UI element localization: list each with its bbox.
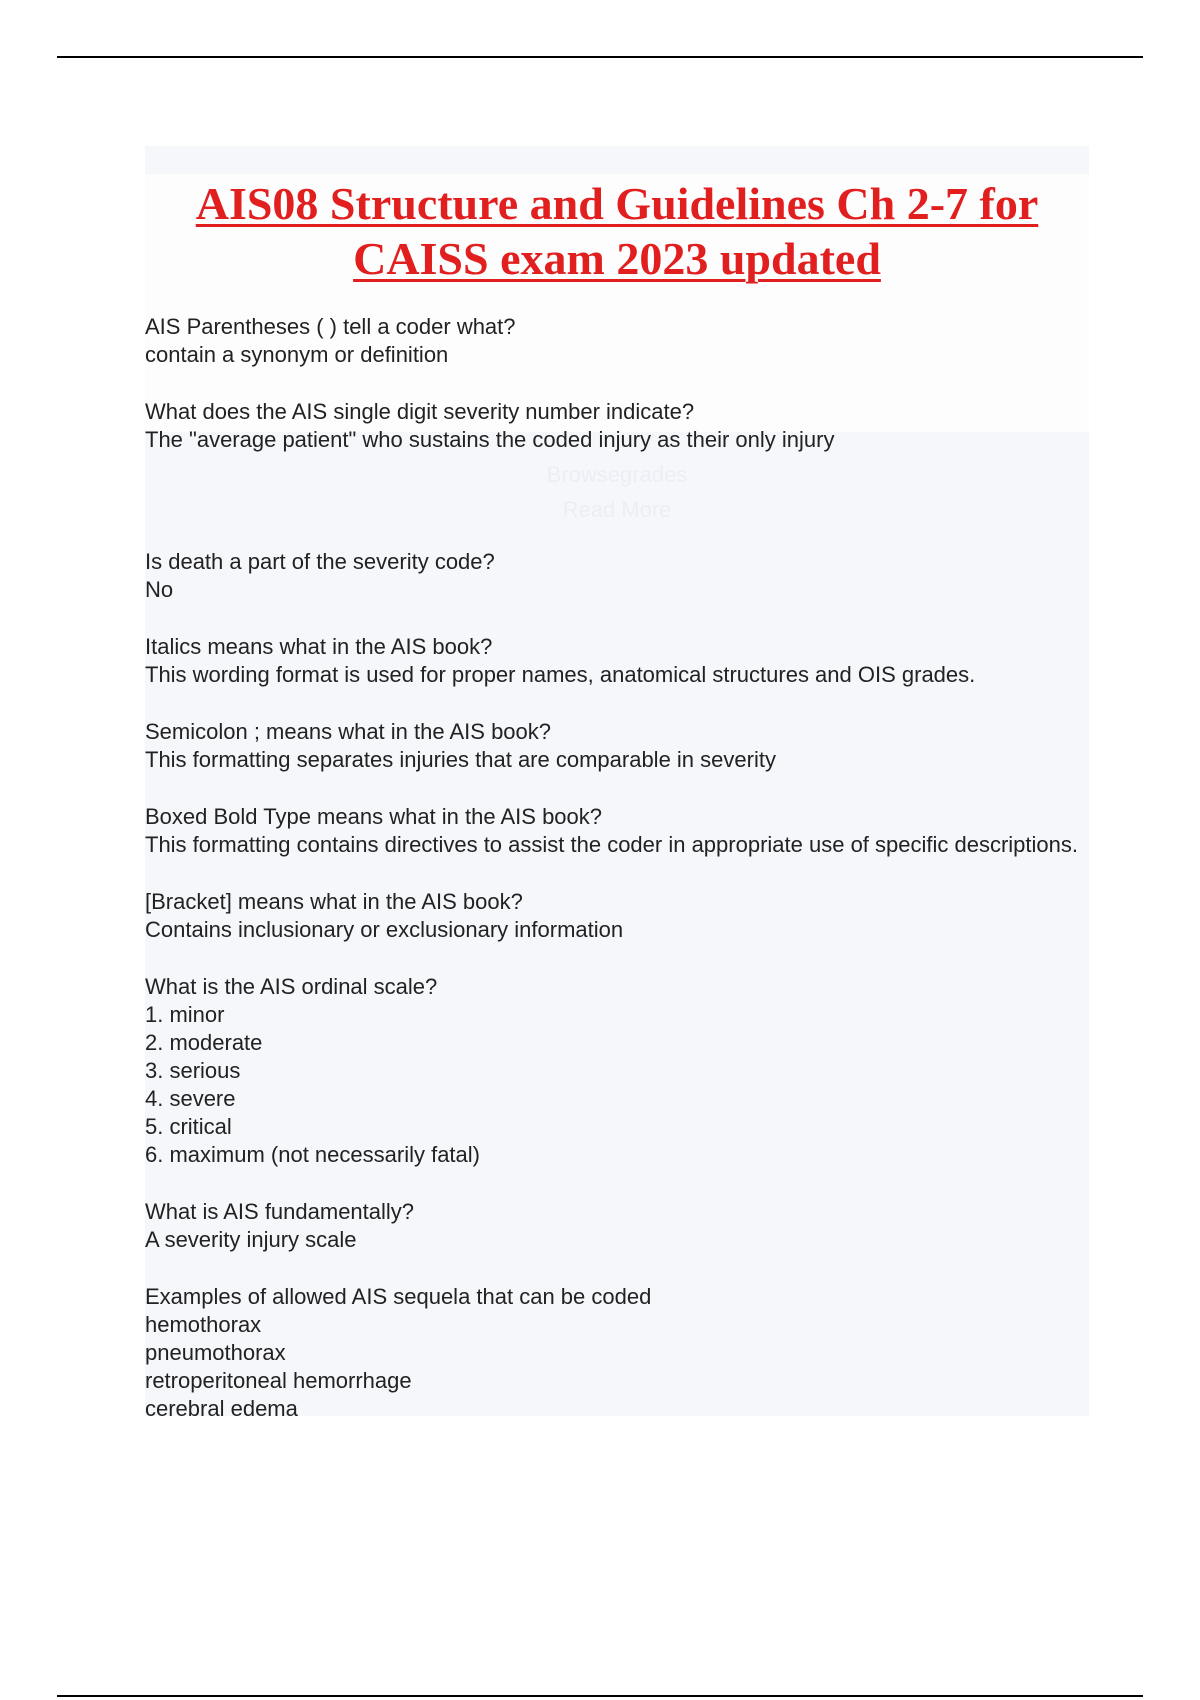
question: AIS Parentheses ( ) tell a coder what?	[145, 314, 516, 339]
scale-item: 6. maximum (not necessarily fatal)	[145, 1142, 480, 1167]
question: Boxed Bold Type means what in the AIS book?	[145, 804, 603, 829]
sequela-item: pneumothorax	[145, 1340, 286, 1365]
qa-item	[145, 398, 1089, 454]
answer: A severity injury scale	[145, 1227, 357, 1252]
question: Examples of allowed AIS sequela that can be coded	[145, 1284, 652, 1309]
document-page	[145, 146, 1089, 1421]
question: What is AIS fundamentally?	[145, 1199, 415, 1224]
qa-item	[145, 973, 1089, 1169]
answer: This formatting separates injuries that are comparable in severity	[145, 747, 776, 772]
scale-item: 1. minor	[145, 1002, 225, 1027]
qa-list	[145, 313, 1089, 1423]
qa-item	[145, 718, 1089, 774]
answer: Contains inclusionary or exclusionary information	[145, 917, 624, 942]
answer: The "average patient" who sustains the coded injury as their only injury	[145, 427, 835, 452]
question: What does the AIS single digit severity number indicate?	[145, 399, 695, 424]
scale-item: 3. serious	[145, 1058, 241, 1083]
document-title: AIS08 Structure and Guidelines Ch 2-7 for CAISS exam 2023 updated	[195, 178, 1039, 284]
question: What is the AIS ordinal scale?	[145, 974, 438, 999]
question: [Bracket] means what in the AIS book?	[145, 889, 523, 914]
top-rule	[57, 56, 1143, 58]
answer: This wording format is used for proper names, anatomical structures and OIS grades.	[145, 662, 976, 687]
qa-item	[145, 1283, 1089, 1423]
question: Semicolon ; means what in the AIS book?	[145, 719, 552, 744]
watermark-line-2: Read More	[562, 497, 672, 522]
scale-item: 2. moderate	[145, 1030, 263, 1055]
sequela-item: cerebral edema	[145, 1396, 298, 1421]
qa-item	[145, 313, 1089, 369]
sequela-item: retroperitoneal hemorrhage	[145, 1368, 412, 1393]
qa-item	[145, 1198, 1089, 1254]
sequela-item: hemothorax	[145, 1312, 262, 1337]
qa-item	[145, 548, 1089, 604]
answer: No	[145, 577, 174, 602]
qa-item	[145, 803, 1089, 859]
bottom-rule	[57, 1695, 1143, 1697]
scale-item: 4. severe	[145, 1086, 236, 1111]
answer: This formatting contains directives to assist the coder in appropriate use of specific descriptions.	[145, 832, 1079, 857]
qa-item	[145, 633, 1089, 689]
qa-item	[145, 888, 1089, 944]
question: Is death a part of the severity code?	[145, 549, 495, 574]
answer: contain a synonym or definition	[145, 342, 449, 367]
scale-item: 5. critical	[145, 1114, 232, 1139]
watermark-line-1: Browsegrades	[546, 462, 688, 487]
question: Italics means what in the AIS book?	[145, 634, 493, 659]
